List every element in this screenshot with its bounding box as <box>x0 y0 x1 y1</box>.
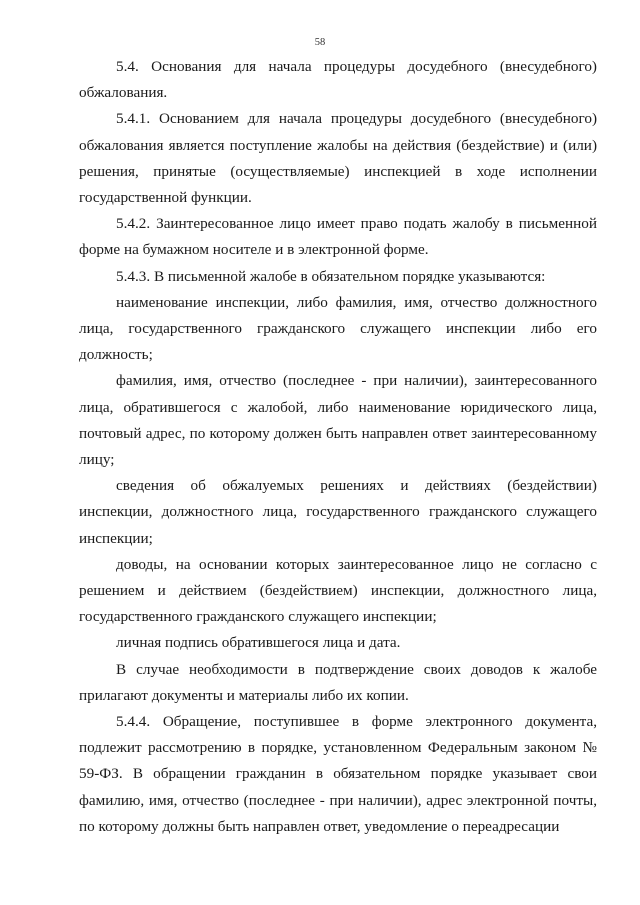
section-heading-5-4: 5.4. Основания для начала процедуры досудебного (внесудебного) обжалования. <box>79 58 597 102</box>
list-item-appealed-decisions: сведения об обжалуемых решениях и действиях (бездействии) инспекции, должностного лица, государственного гражданского служащего инспекции; <box>79 477 597 547</box>
paragraph-5-4-4: 5.4.4. Обращение, поступившее в форме электронного документа, подлежит рассмотрению в порядке, установленном Федеральным законом № 59-ФЗ. В обращении гражданин в обязательном порядке указывает свои фамилию, имя, отчество (последнее - при наличии), адрес электронной почты, по которому должны быть направлен ответ, уведомление о переадресации <box>79 713 597 835</box>
list-item-arguments: доводы, на основании которых заинтересованное лицо не согласно с решением и действием (бездействием) инспекции, должностного лица, государственного гражданского служащего инспекции; <box>79 555 597 626</box>
list-item-applicant-name: фамилия, имя, отчество (последнее - при наличии), заинтересованного лица, обратившегося с жалобой, либо наименование юридического лица, почтовый адрес, по которому должен быть направлен ответ заинтересованному лицу; <box>79 372 597 469</box>
paragraph-5-4-3: 5.4.3. В письменной жалобе в обязательном порядке указываются: <box>116 267 546 285</box>
paragraph-5-4-1: 5.4.1. Основанием для начала процедуры досудебного (внесудебного) обжалования является поступление жалобы на действия (бездействие) и (или) решения, принятые (осуществляемые) инспекцией в ходе исполнении государственной функции. <box>79 110 597 207</box>
list-item-signature: личная подпись обратившегося лица и дата. <box>116 634 401 652</box>
paragraph-5-4-2: 5.4.2. Заинтересованное лицо имеет право подать жалобу в письменной форме на бумажном носителе и в электронной форме. <box>79 215 597 259</box>
paragraph-attachments: В случае необходимости в подтверждение своих доводов к жалобе прилагают документы и материалы либо их копии. <box>79 660 597 704</box>
document-body <box>79 54 597 840</box>
list-item-inspection-name: наименование инспекции, либо фамилия, имя, отчество должностного лица, государственного гражданского служащего инспекции либо его должность; <box>79 293 597 364</box>
page-number: 58 <box>314 37 326 48</box>
